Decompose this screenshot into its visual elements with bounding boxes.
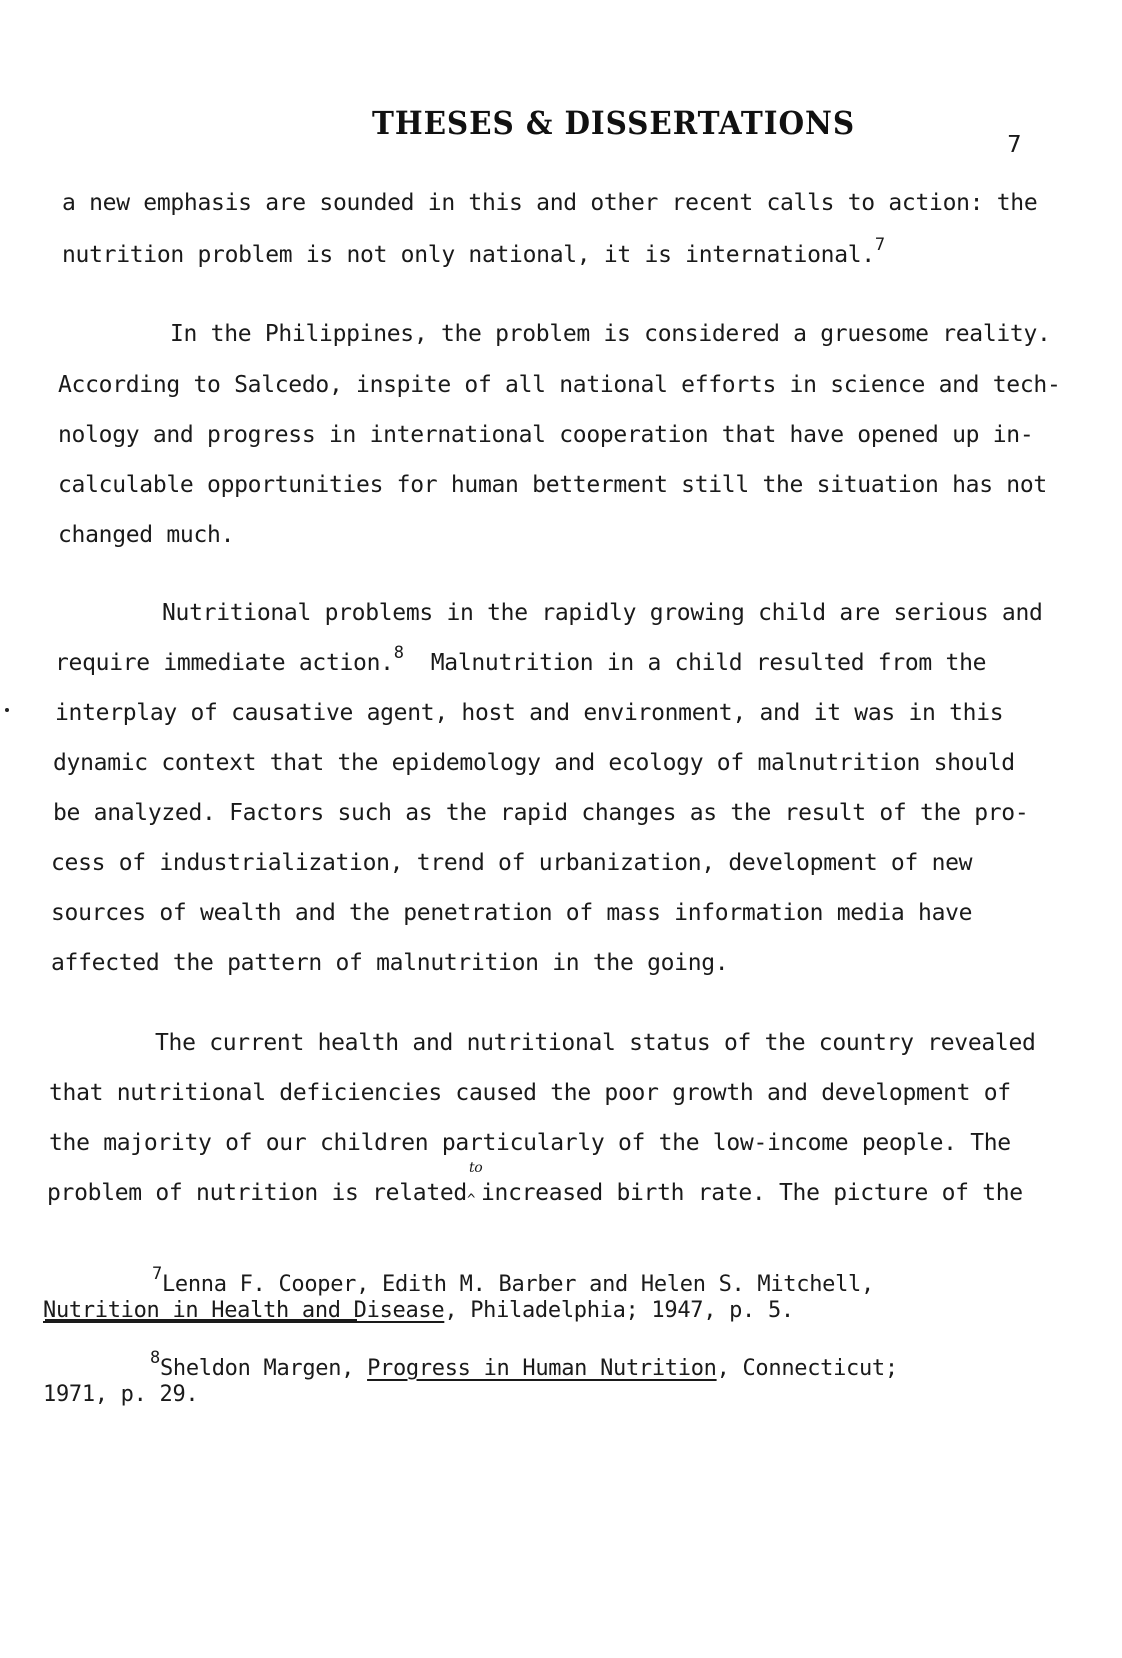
text-span: require immediate action. <box>55 650 394 676</box>
text-span: Malnutrition in a child resulted from the <box>430 650 987 676</box>
scan-speck <box>5 708 9 712</box>
text-line: affected the pattern of malnutrition in the going. <box>51 950 729 976</box>
handwritten-insert: to <box>468 1160 483 1176</box>
text-line: nology and progress in international cooperation that have opened up in- <box>58 422 1034 448</box>
footnote-source: , Connecticut; <box>716 1356 898 1381</box>
footnote-8-line-2: 1971, p. 29. <box>43 1382 199 1407</box>
text-line <box>47 1160 1023 1208</box>
text-span: problem of nutrition is related <box>47 1180 467 1206</box>
text-line: In the Philippines, the problem is considered a gruesome reality. <box>170 321 1051 347</box>
insertion-caret <box>466 1160 483 1208</box>
text-line: be analyzed. Factors such as the rapid changes as the result of the pro- <box>53 800 1029 826</box>
text-line: interplay of causative agent, host and environment, and it was in this <box>55 700 1004 726</box>
footnote-ref-8: 8 <box>393 643 404 663</box>
text-line: Nutritional problems in the rapidly growing child are serious and <box>162 600 1043 626</box>
footnote-author: Lenna F. Cooper, Edith M. Barber and Helen S. Mitchell, <box>161 1272 874 1297</box>
text-line: that nutritional deficiencies caused the poor growth and development of <box>49 1080 1011 1106</box>
text-line: According to Salcedo, inspite of all national efforts in science and tech- <box>58 372 1061 398</box>
footnote-7-line-1 <box>152 1264 874 1297</box>
text-span: nutrition problem is not only national, it is international. <box>62 242 875 268</box>
caret-mark: ^ <box>466 1192 476 1208</box>
text-line <box>55 643 987 676</box>
text-line <box>62 235 885 268</box>
text-line: changed much. <box>58 522 235 548</box>
footnote-8-line-1 <box>150 1348 898 1381</box>
text-line: sources of wealth and the penetration of mass information media have <box>51 900 973 926</box>
page-number: 7 <box>1007 132 1022 158</box>
text-line: the majority of our children particularly of the low-income people. The <box>49 1130 1011 1156</box>
footnote-title: Nutrition in Health and Disease <box>43 1298 445 1323</box>
footnote-title: Progress in Human Nutrition <box>367 1356 717 1381</box>
footnote-ref-7: 7 <box>874 235 885 255</box>
text-line: The current health and nutritional status of the country revealed <box>155 1030 1036 1056</box>
text-line: cess of industrialization, trend of urbanization, development of new <box>51 850 973 876</box>
footnote-number: 8 <box>150 1348 160 1368</box>
text-line: dynamic context that the epidemology and ecology of malnutrition should <box>53 750 1015 776</box>
text-line: calculable opportunities for human betterment still the situation has not <box>58 472 1047 498</box>
footnote-source: , Philadelphia; 1947, p. 5. <box>444 1298 794 1323</box>
footnote-author: Sheldon Margen, <box>159 1356 368 1381</box>
footnote-number: 7 <box>152 1264 162 1284</box>
header-stamp: THESES & DISSERTATIONS <box>372 104 856 142</box>
text-line: a new emphasis are sounded in this and other recent calls to action: the <box>62 190 1038 216</box>
text-span: increased birth rate. The picture of the <box>480 1180 1023 1206</box>
footnote-7-line-2 <box>43 1298 794 1323</box>
